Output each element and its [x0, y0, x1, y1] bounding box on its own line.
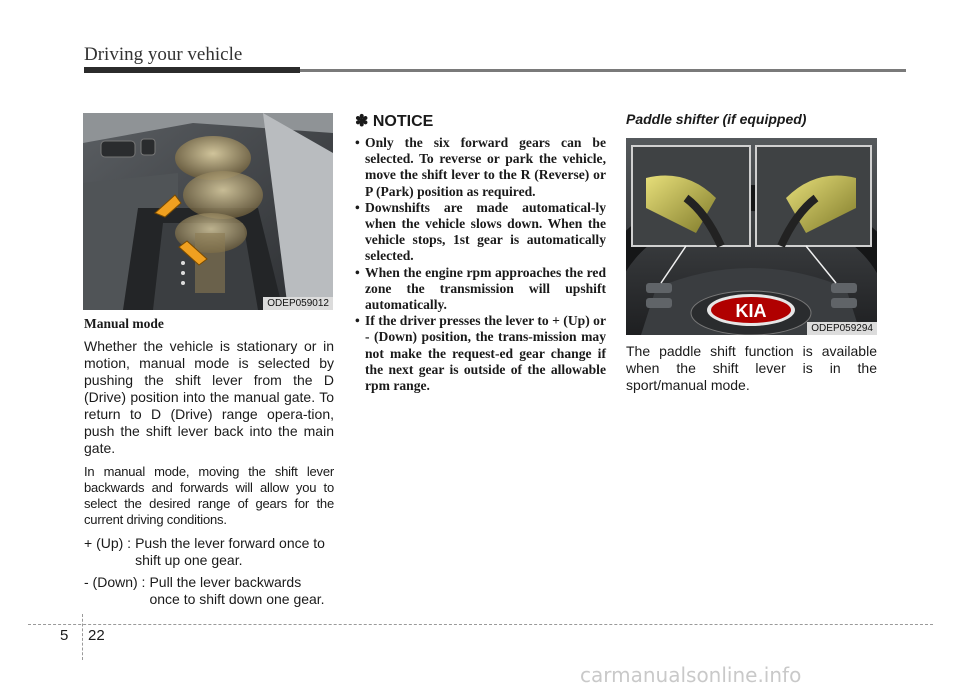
kia-logo-text: KIA [735, 301, 767, 321]
shift-down-description: Pull the lever backwards once to shift down one gear. [149, 574, 325, 607]
steering-wheel-illustration [626, 138, 877, 335]
notice-list [355, 135, 606, 394]
manual-mode-section [84, 316, 334, 613]
gear-shifter-photo [83, 113, 333, 310]
notice-item-text: When the engine rpm approaches the red zone the transmission will upshift automatically. [365, 264, 606, 313]
notice-item-text: Only the six forward gears can be selected. To reverse or park the vehicle, move the shift lever to the R (Reverse) or P (Park) position as required. [365, 135, 606, 199]
paddle-shifter-photo [626, 138, 877, 335]
paddle-shifter-heading: Paddle shifter (if equipped) [626, 111, 807, 127]
section-number: 5 [60, 627, 69, 644]
paddle-shifter-description [626, 343, 877, 401]
header-rule-accent [84, 67, 300, 73]
figure-caption-code: ODEP059012 [263, 297, 333, 310]
notice-item: • Downshifts are made automatical-ly when the vehicle slows down. When the vehicle stops, 1st gear is automatically selected. [355, 199, 606, 264]
notice-box [355, 111, 606, 394]
notice-item: • When the engine rpm approaches the red zone the transmission will upshift automatically. [355, 264, 606, 313]
notice-item: • If the driver presses the lever to + (Up) or - (Down) position, the trans-mission may not make the request-ed gear change if the next gear is outside of the allowable rpm range. [355, 313, 606, 394]
manual-mode-heading: Manual mode [84, 316, 164, 331]
shift-up-definition [84, 535, 334, 569]
paddle-shifter-paragraph: The paddle shift function is available when the shift lever is in the sport/manual mode. [626, 343, 877, 393]
page-header-title: Driving your vehicle [84, 44, 243, 65]
footer-rule [28, 624, 933, 625]
notice-item: • Only the six forward gears can be selected. To reverse or park the vehicle, move the shift lever to the R (Reverse) or P (Park) position as required. [355, 135, 606, 199]
page-number: 22 [88, 627, 105, 644]
shift-down-definition [84, 574, 334, 608]
watermark: carmanualsonline.info [580, 663, 802, 687]
notice-heading: ✽ NOTICE [355, 113, 434, 130]
notice-item-text: If the driver presses the lever to + (Up) or - (Down) position, the trans-mission may not make the request-ed gear change if the next gear is outside of the allowable rpm range. [365, 313, 606, 394]
manual-mode-paragraph-1: Whether the vehicle is stationary or in motion, manual mode is selected by pushing the shift lever from the D (Drive) position into the manual gate. To return to D (Drive) range opera-tion, push the shift lever back into the main gate. [84, 338, 334, 456]
shift-up-term: + (Up) : [84, 535, 132, 551]
figure-caption-code: ODEP059294 [807, 322, 877, 335]
manual-mode-paragraph-2: In manual mode, moving the shift lever backwards and forwards will allow you to select the desired range of gears for the current driving conditions. [84, 464, 334, 527]
footer-divider [82, 614, 83, 660]
notice-item-text: Downshifts are made automatical-ly when the vehicle slows down. When the vehicle stops, 1st gear is automatically selected. [365, 199, 606, 264]
shift-down-term: - (Down) : [84, 574, 146, 590]
gear-shifter-illustration [83, 113, 333, 310]
shift-up-description: Push the lever forward once to shift up one gear. [135, 535, 325, 568]
